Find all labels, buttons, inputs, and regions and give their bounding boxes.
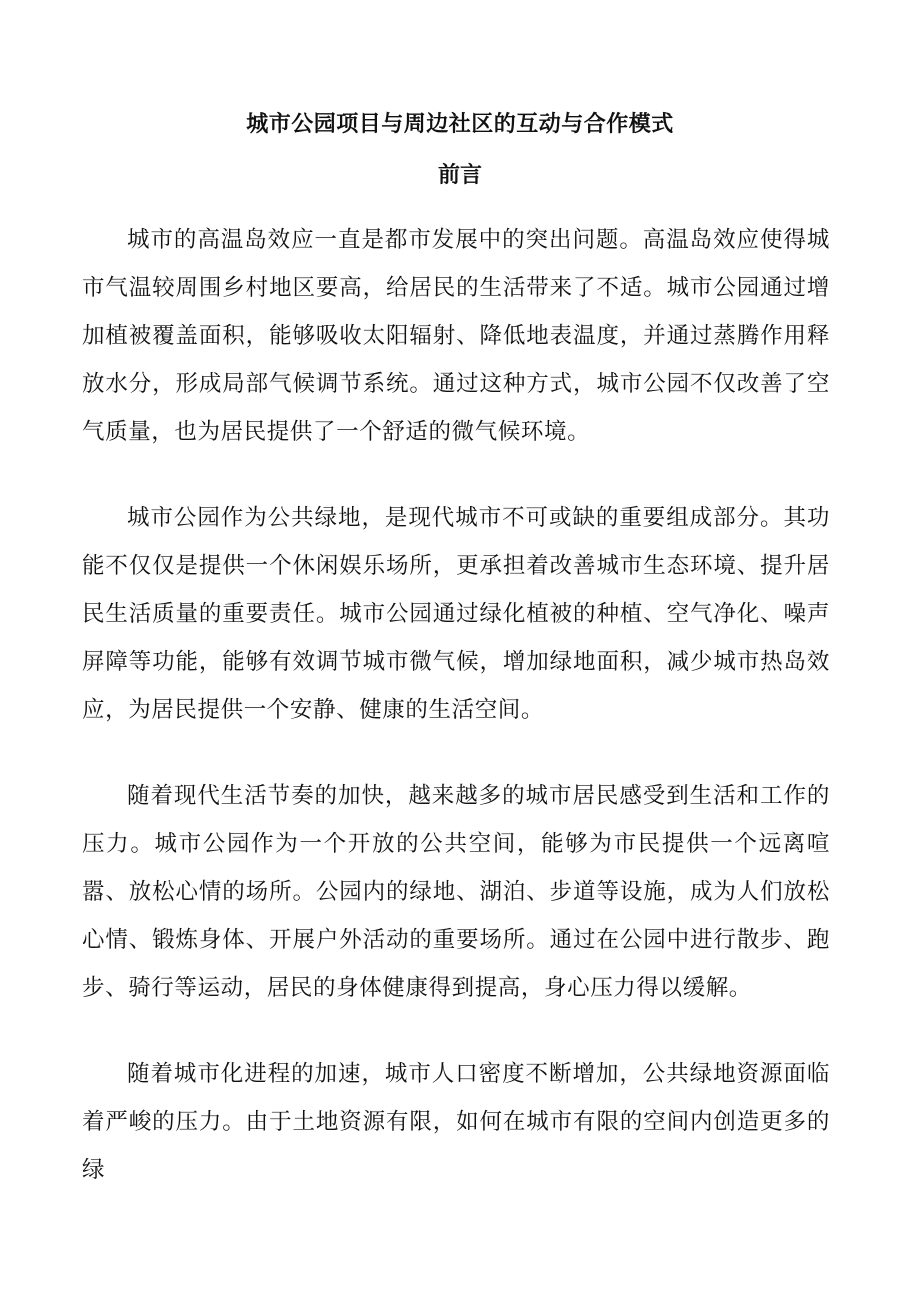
paragraph: 城市的高温岛效应一直是都市发展中的突出问题。高温岛效应使得城市气温较周围乡村地区要高，给居民的生活带来了不适。城市公园通过增加植被覆盖面积，能够吸收太阳辐射、降低地表温度，并通过蒸腾作用释放水分，形成局部气候调节系统。通过这种方式，城市公园不仅改善了空气质量，也为居民提供了一个舒适的微气候环境。 [82,227,830,445]
paragraph: 城市公园作为公共绿地，是现代城市不可或缺的重要组成部分。其功能不仅仅是提供一个休闲娱乐场所，更承担着改善城市生态环境、提升居民生活质量的重要责任。城市公园通过绿化植被的种植、空气净化、噪声屏障等功能，能够有效调节城市微气候，增加绿地面积，减少城市热岛效应，为居民提供一个安静、健康的生活空间。 [82,505,830,723]
document-body [82,216,830,1232]
document-title: 城市公园项目与周边社区的互动与合作模式 [246,111,674,137]
section-heading: 前言 [437,162,482,188]
paragraph: 随着城市化进程的加速，城市人口密度不断增加，公共绿地资源面临着严峻的压力。由于土地资源有限，如何在城市有限的空间内创造更多的绿 [82,1061,830,1183]
paragraph: 随着现代生活节奏的加快，越来越多的城市居民感受到生活和工作的压力。城市公园作为一个开放的公共空间，能够为市民提供一个远离喧嚣、放松心情的场所。公园内的绿地、湖泊、步道等设施，成为人们放松心情、锻炼身体、开展户外活动的重要场所。通过在公园中进行散步、跑步、骑行等运动，居民的身体健康得到提高，身心压力得以缓解。 [82,783,830,1001]
